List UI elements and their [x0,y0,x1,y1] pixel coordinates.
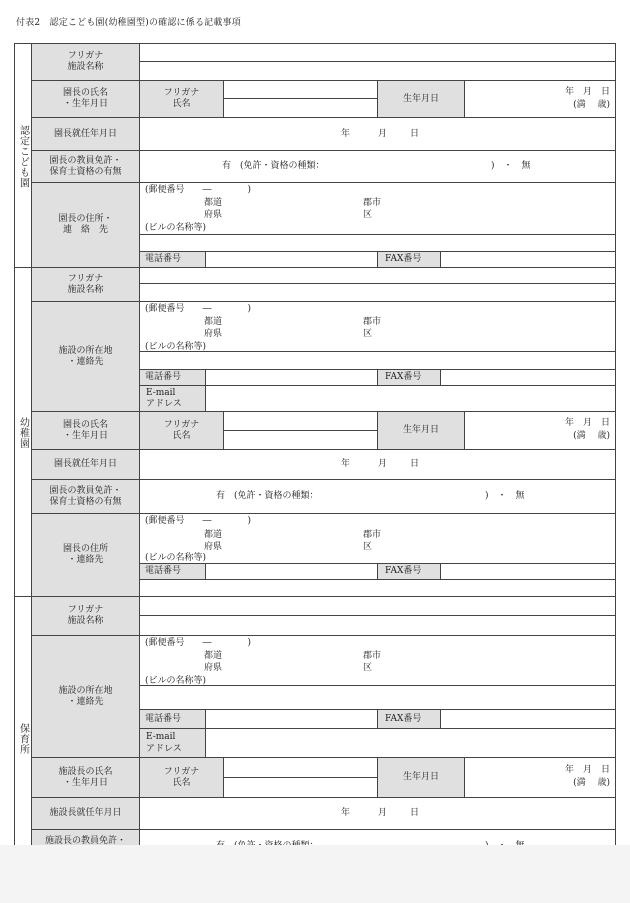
kg-director-license-field[interactable]: 有 (免許・資格の種類： ) ・ 無 [139,479,615,513]
phone-label: 電話番号 [139,369,205,385]
director-address-label: 園長の住所 ・連絡先 [31,513,139,596]
kindergarten-address-field[interactable]: (郵便番号 ― ) 都道 府県 郡市 区 (ビルの名称等) [139,301,615,351]
head-birthdate-field[interactable]: 年 月 日 (満 歳) [464,757,615,797]
director-appointment-date-label: 園長就任年月日 [31,117,139,150]
kg-director-appointment-date-field[interactable]: 年 月 日 [139,449,615,479]
director-address-field[interactable]: (郵便番号 ― ) 都道 府県 郡市 区 (ビルの名称等) [139,182,615,234]
kindergarten-location-label: 施設の所在地 ・連絡先 [31,301,139,411]
nursery-location-label: 施設の所在地 ・連絡先 [31,635,139,757]
section-kodomoen-label: 認定こども園 [14,43,31,267]
kg-director-name-field[interactable] [223,430,377,449]
kindergarten-name-label: フリガナ 施設名称 [31,267,139,301]
birthdate-label: 生年月日 [377,757,464,797]
nursery-name-field[interactable] [139,615,615,635]
phone-label: 電話番号 [139,709,205,728]
kindergarten-address-extra-line[interactable] [139,351,615,369]
phone-label: 電話番号 [139,563,205,579]
kg-director-furigana-field[interactable] [223,411,377,430]
head-appointment-date-field[interactable]: 年 月 日 [139,797,615,829]
director-appointment-date-label: 園長就任年月日 [31,449,139,479]
director-license-field[interactable]: 有 (免許・資格の種類： ) ・ 無 [139,150,615,182]
email-label: E-mail アドレス [139,385,205,411]
nursery-address-extra-line[interactable] [139,685,615,709]
nursery-phone-field[interactable] [205,709,377,728]
nursery-address-field[interactable]: (郵便番号 ― ) 都道 府県 郡市 区 (ビルの名称等) [139,635,615,685]
head-license-label: 施設長の教員免許・ [31,829,139,863]
page-title: 付表2 認定こども園(幼稚園型)の確認に係る記載事項 [16,18,241,28]
kindergarten-furigana-field[interactable] [139,267,615,283]
kindergarten-email-field[interactable] [205,385,615,411]
nursery-email-field[interactable] [205,728,615,757]
director-furigana-name-label: フリガナ 氏名 [139,411,223,449]
kg-director-extra-line[interactable] [139,579,615,596]
kindergarten-name-field[interactable] [139,283,615,301]
fax-label: FAX番号 [377,709,440,728]
kg-director-address-field[interactable]: (郵便番号 ― ) 都道 府県 郡市 区 (ビルの名称等) [139,513,615,563]
director-fax-field[interactable] [440,251,615,267]
kg-director-fax-field[interactable] [440,563,615,579]
fax-label: FAX番号 [377,563,440,579]
director-birthdate-field[interactable]: 年 月 日 (満 歳) [464,80,615,117]
kg-director-phone-field[interactable] [205,563,377,579]
table-right-border [615,43,616,879]
kg-director-birthdate-field[interactable]: 年 月 日 (満 歳) [464,411,615,449]
kindergarten-fax-field[interactable] [440,369,615,385]
fax-label: FAX番号 [377,369,440,385]
head-name-birth-label: 施設長の氏名 ・生年月日 [31,757,139,797]
head-name-field[interactable] [223,777,377,797]
director-license-label: 園長の教員免許・ 保育士資格の有無 [31,150,139,182]
section-youchien-label: 幼稚園 [14,267,31,596]
fax-label: FAX番号 [377,251,440,267]
director-appointment-date-field[interactable]: 年 月 日 [139,117,615,150]
phone-label: 電話番号 [139,251,205,267]
facility-furigana-field[interactable] [139,43,615,61]
director-name-birth-label: 園長の氏名 ・生年月日 [31,411,139,449]
director-address-contact-label: 園長の住所・ 連 絡 先 [31,182,139,267]
birthdate-label: 生年月日 [377,80,464,117]
director-license-label: 園長の教員免許・ 保育士資格の有無 [31,479,139,513]
head-appointment-date-label: 施設長就任年月日 [31,797,139,829]
facility-name-label: フリガナ 施設名称 [31,43,139,80]
head-furigana-field[interactable] [223,757,377,777]
director-furigana-field[interactable] [223,80,377,98]
email-label: E-mail アドレス [139,728,205,757]
nursery-furigana-field[interactable] [139,596,615,615]
nursery-fax-field[interactable] [440,709,615,728]
director-name-field[interactable] [223,98,377,117]
director-name-birth-label: 園長の氏名 ・生年月日 [31,80,139,117]
director-phone-field[interactable] [205,251,377,267]
kindergarten-phone-field[interactable] [205,369,377,385]
nursery-name-label: フリガナ 施設名称 [31,596,139,635]
facility-name-field[interactable] [139,61,615,80]
section-hoikusho-label: 保育所 [14,596,31,879]
head-furigana-name-label: フリガナ 氏名 [139,757,223,797]
birthdate-label: 生年月日 [377,411,464,449]
director-furigana-name-label: フリガナ 氏名 [139,80,223,117]
page-bottom-margin [0,845,630,903]
application-form-table [14,43,615,879]
director-address-extra-line[interactable] [139,234,615,251]
